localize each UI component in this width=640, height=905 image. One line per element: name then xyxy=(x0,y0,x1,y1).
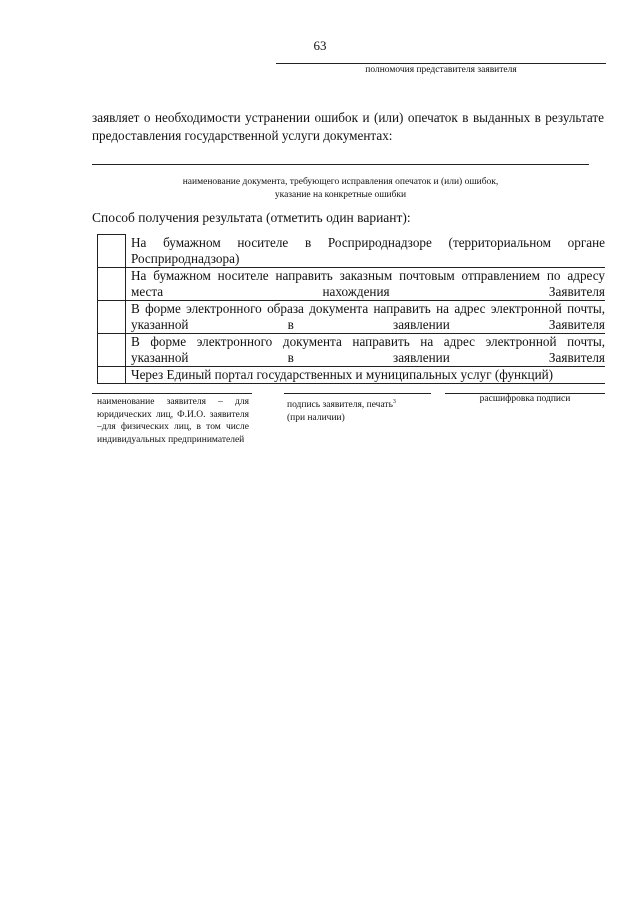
applicant-signature-caption xyxy=(287,396,396,424)
option-row xyxy=(98,235,606,268)
option-label: В форме электронного образа документа направить на адрес электронной почты, указанной в заявлении Заявителя xyxy=(126,301,606,334)
option-label: В форме электронного документа направить на адрес электронной почты, указанной в заявлении Заявителя xyxy=(126,334,606,367)
document-name-line xyxy=(92,164,589,165)
footnote-mark: 3 xyxy=(392,399,396,405)
option-checkbox[interactable] xyxy=(98,301,126,334)
option-row xyxy=(98,367,606,384)
document-caption-line-2: указание на конкретные ошибки xyxy=(274,190,407,200)
option-row xyxy=(98,334,606,367)
representative-authority-caption: полномочия представителя заявителя xyxy=(365,65,517,75)
option-label: На бумажном носителе в Росприроднадзоре (территориальном органе Росприроднадзора) xyxy=(126,235,606,268)
representative-authority-line xyxy=(276,63,606,64)
option-checkbox[interactable] xyxy=(98,235,126,268)
method-heading: Способ получения результата (отметить один вариант): xyxy=(92,210,411,225)
option-checkbox[interactable] xyxy=(98,268,126,301)
delivery-options-table xyxy=(97,234,605,384)
applicant-signature-line xyxy=(284,393,431,394)
applicant-name-line xyxy=(92,393,252,394)
option-label: Через Единый портал государственных и муниципальных услуг (функций) xyxy=(126,367,606,384)
option-checkbox[interactable] xyxy=(98,334,126,367)
page-number: 63 xyxy=(313,38,327,53)
option-checkbox[interactable] xyxy=(98,367,126,384)
option-row xyxy=(98,301,606,334)
signature-note: (при наличии) xyxy=(287,412,345,423)
applicant-name-caption: наименование заявителя – для юридических лиц, Ф.И.О. заявителя –для физических лиц, в том числе индивидуальных предпринимателей xyxy=(97,397,249,445)
document-caption-line-1: наименование документа, требующего исправления опечаток и (или) ошибок, xyxy=(182,177,499,187)
statement-text: заявляет о необходимости устранении ошибок и (или) опечаток в выданных в результате предоставления государственной услуги документах: xyxy=(92,110,604,143)
signature-decoding-caption: расшифровка подписи xyxy=(479,394,571,404)
option-row xyxy=(98,268,606,301)
signature-caption-text: подпись заявителя, печать xyxy=(287,400,393,411)
option-label: На бумажном носителе направить заказным почтовым отправлением по адресу места нахождения Заявителя xyxy=(126,268,606,301)
document-name-caption xyxy=(92,176,589,202)
